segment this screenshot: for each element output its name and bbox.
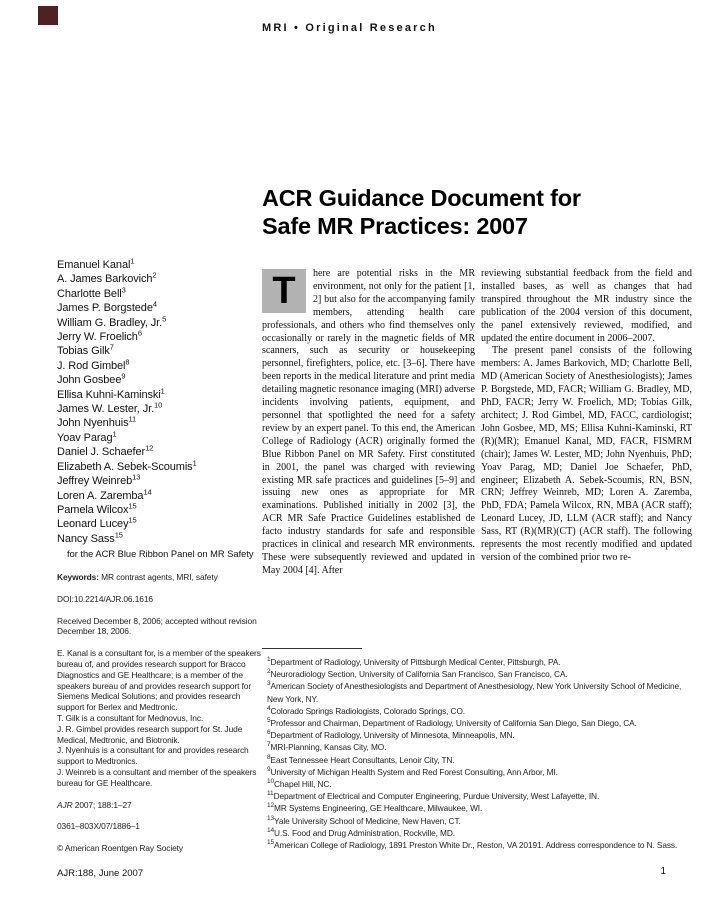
journal-abbrev: AJR (57, 799, 73, 810)
author-name: Nancy Sass$^{15}$ (57, 530, 123, 545)
author-name: William G. Bradley, Jr.$^5$ (57, 313, 167, 329)
intro-paragraph-text: here are potential risks in the MR environment, not only for the patient [1, 2] but also for the accompanying family members, attending health care professionals, and others who find themselves only occasionally or rarely in the magnetic fields of MR scanners, such as security or housekeeping personnel, firefighters, police, etc. [3–6]. There have been reports in the medical literature and print media detailing magnetic resonance imaging (MRI) adverse incidents involving patients, equipment, and personnel that spotlighted the need for a safety review by an expert panel. To this end, the American College of Radiology (ACR) originally formed the Blue Ribbon Panel on MR Safety. First constituted in 2001, the panel was charged with reviewing existing MR safe practices and guidelines [5–9] and issuing new ones as appropriate for MR examinations. Published initially in 2002 [3], the ACR MR Safe Practice Guidelines established de facto industry standards for safe and responsible practices in clinical and research MR environments. These were subsequently reviewed and updated in May 2004 [4]. After (262, 268, 475, 576)
received-line: Received December 8, 2006; accepted without revision December 18, 2006. (57, 615, 257, 637)
doi-line: DOI:10.2214/AJR.06.1616 (57, 593, 153, 604)
footer-page-number: 1 (660, 866, 666, 877)
author-name: Emanuel Kanal$^1$ (57, 256, 135, 271)
author-name: James P. Borgstede$^4$ (57, 299, 157, 315)
author-name: J. Rod Gimbel$^8$ (57, 357, 130, 372)
author-name: Loren A. Zaremba$^{14}$ (57, 486, 152, 502)
author-column (57, 258, 257, 561)
author-name: Daniel J. Schaefer$^{12}$ (57, 443, 154, 459)
footer-journal-line: AJR:188, June 2007 (57, 868, 144, 879)
author-name: Leonard Lucey$^{15}$ (57, 515, 137, 531)
panel-byline: for the ACR Blue Ribbon Panel on MR Safety (67, 549, 254, 560)
author-name: John Gosbee$^9$ (57, 371, 126, 387)
author-name: Elizabeth A. Sebek-Scoumis$^1$ (57, 458, 197, 473)
running-head: MRI • Original Research (262, 22, 437, 34)
affiliation-footnote: $^3$American Society of Anesthesiologists and Department of Anesthesiology, New York University School of Medicine, New York, NY. (267, 680, 682, 704)
affiliation-footnote: $^1$Department of Radiology, University of Pittsburgh Medical Center, Pittsburgh, PA. (267, 656, 561, 667)
author-name: Jerry W. Froelich$^6$ (57, 328, 142, 344)
affiliation-footnote: $^{12}$MR Systems Engineering, GE Healthcare, Milwaukee, WI. (267, 802, 483, 814)
citation-line (57, 800, 263, 811)
disclosure-statement: T. Gilk is a consultant for Mednovus, Inc. (57, 712, 204, 723)
copyright-line: © American Roentgen Ray Society (57, 843, 183, 854)
affiliation-footnote: $^{11}$Department of Electrical and Computer Engineering, Purdue University, West Lafayette, IN. (267, 790, 600, 802)
author-name: Jeffrey Weinreb$^{13}$ (57, 472, 141, 488)
disclosure-statement: J. Nyenhuis is a consultant for and provides research support to Medtronics. (57, 745, 249, 767)
citation-rest: 2007; 188:1–27 (72, 799, 132, 810)
affiliation-footnote: $^9$University of Michigan Health System and Red Forest Consulting, Ann Arbor, MI. (267, 766, 558, 777)
issn-line: 0361–803X/07/1886–1 (57, 821, 140, 832)
intro-paragraph (262, 268, 475, 578)
affiliation-footnote: $^{14}$U.S. Food and Drug Administration, Rockville, MD. (267, 827, 455, 838)
disclosures (57, 648, 263, 788)
author-name: Ellisa Kuhni-Kaminski$^1$ (57, 386, 165, 401)
affiliation-footnote: $^7$MRI-Planning, Kansas City, MO. (267, 741, 387, 753)
article-title-line2: Safe MR Practices: 2007 (262, 213, 528, 239)
disclosure-statement: E. Kanal is a consultant for, is a member of the speakers bureau of, and provides research support for Bracco Diagnostics and GE Healthcare; is a member of the speakers bureau of and provides research support for Siemens Medical Solutions; and provides research support for Berlex and Medtronic. (57, 648, 261, 713)
issue-corner-mark (38, 6, 58, 25)
dropcap-letter: T (262, 269, 306, 313)
author-name: James W. Lester, Jr.$^{10}$ (57, 400, 163, 416)
disclosure-statement: J. Weinreb is a consultant and member of the speakers bureau for GE Healthcare. (57, 766, 257, 788)
affiliation-footnote: $^8$East Tennessee Heart Consultants, Lenoir City, TN. (267, 753, 455, 765)
keywords-block (57, 572, 263, 583)
affiliation-footnote: $^{13}$Yale University School of Medicine, New Haven, CT. (267, 814, 461, 826)
continuation-paragraph: reviewing substantial feedback from the field and installed bases, as well as changes that had transpired throughout the MR industry since the publication of the 2004 version of this document, the panel extensively reviewed, modified, and updated the entire document in 2006–2007. (481, 268, 692, 344)
article-meta-column (57, 572, 263, 865)
keywords-label: Keywords: (57, 572, 99, 582)
author-list (57, 258, 257, 546)
affiliation-footnote: $^5$Professor and Chairman, Department of Radiology, University of California San Diego, San Diego, CA. (267, 717, 637, 729)
author-name: A. James Barkovich$^2$ (57, 270, 157, 286)
affiliation-footnote: $^6$Department of Radiology, University of Minnesota, Minneapolis, MN. (267, 729, 515, 741)
body-column-middle (262, 268, 475, 578)
author-name: Pamela Wilcox$^{15}$ (57, 501, 137, 516)
author-name: Yoav Parag$^1$ (57, 429, 117, 444)
affiliation-footnotes (267, 656, 685, 851)
author-name: Charlotte Bell$^3$ (57, 285, 126, 300)
panel-members-paragraph: The present panel consists of the following members: A. James Barkovich, MD; Charlotte Bell, MD (American Society of Anesthesiologists); James P. Borgstede, MD, FACR; William G. Bradley, MD, PhD, FACR; Jerry W. Froelich, MD; Tobias Gilk, architect; J. Rod Gimbel, MD, FACC, cardiologist; John Gosbee, MD, MS; Ellisa Kuhni-Kaminski, RT (R)(MR); Emanuel Kanal, MD, FACR, FISMRM (chair); James W. Lester, MD; John Nyenhuis, PhD; Yoav Parag, MD; Daniel Joe Schaefer, PhD, engineer; Elizabeth A. Sebek-Scoumis, RN, BSN, CRN; Jeffrey Weinreb, MD; Loren A. Zaremba, PhD, FDA; Pamela Wilcox, RN, MBA (ACR staff); Leonard Lucey, JD, LLM (ACR staff); and Nancy Sass, RT (R)(MR)(CT) (ACR staff). The following represents the most recently modified and updated version of the combined prior two re- (481, 345, 692, 563)
author-name: Tobias Gilk$^7$ (57, 342, 114, 358)
disclosure-statement: J. R. Gimbel provides research support for St. Jude Medical, Medtronic, and Biotronik. (57, 723, 243, 745)
affiliation-footnote: $^{10}$Chapel Hill, NC. (267, 778, 332, 790)
body-column-right (481, 268, 692, 565)
affiliation-footnote: $^2$Neuroradiology Section, University of California San Francisco, San Francisco, CA. (267, 668, 568, 680)
affiliation-footnote: $^{15}$American College of Radiology, 1891 Preston White Dr., Reston, VA 20191. Address correspondence to N. Sass. (267, 839, 678, 851)
author-name: John Nyenhuis$^{11}$ (57, 414, 137, 430)
keywords-text: MR contrast agents, MRI, safety (98, 572, 218, 582)
article-title (262, 184, 682, 240)
footnote-separator-rule (262, 648, 362, 649)
affiliation-footnote: $^4$Colorado Springs Radiologists, Colorado Springs, CO. (267, 705, 466, 716)
article-title-line1: ACR Guidance Document for (262, 185, 581, 211)
